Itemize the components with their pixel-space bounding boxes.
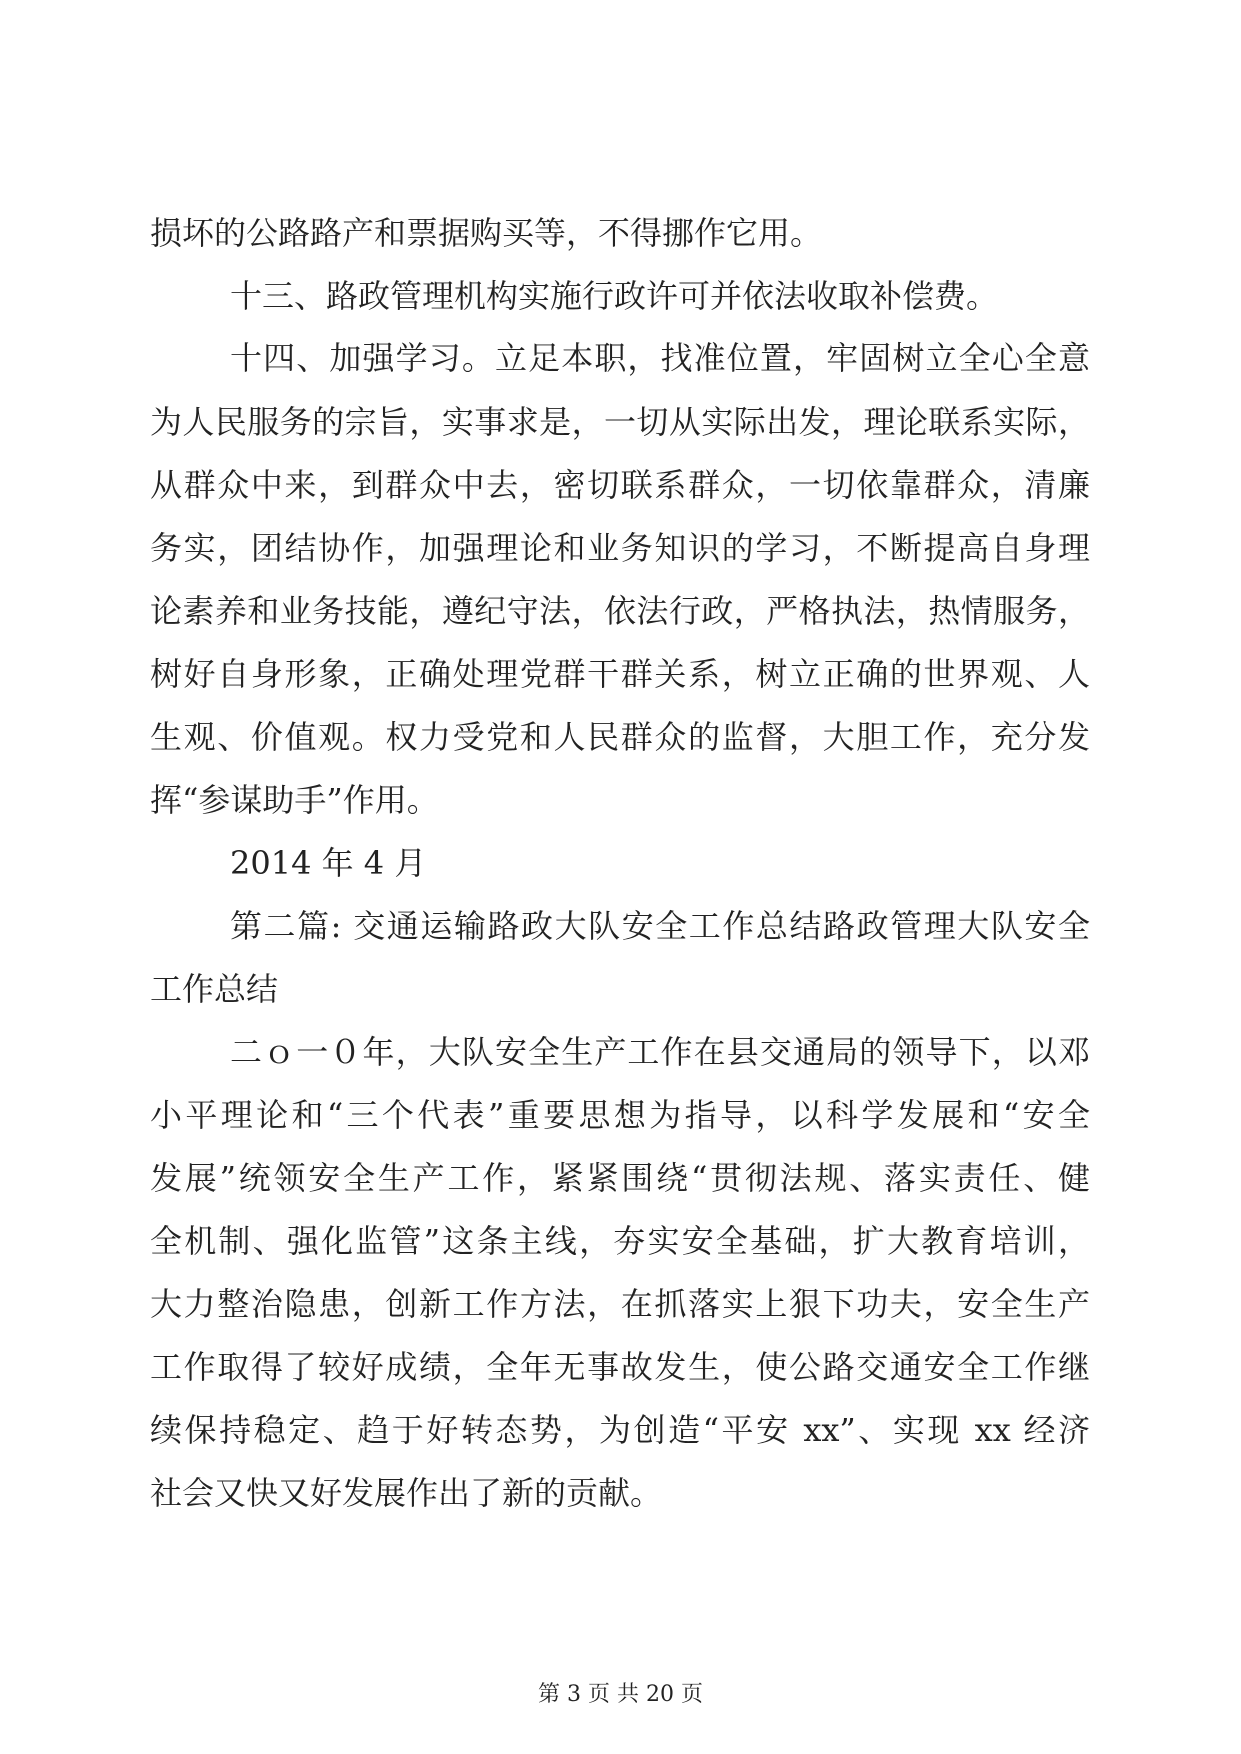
- text-line-4: 为人民服务的宗旨，实事求是，一切从实际出发，理论联系实际，: [150, 403, 1090, 441]
- section-heading-line-1: 第二篇: 交通运输路政大队安全工作总结路政管理大队安全: [230, 907, 1090, 945]
- text-line-17: 全机制、强化监管”这条主线，夯实安全基础，扩大教育培训，: [150, 1222, 1090, 1260]
- text-line-3: 十四、加强学习。立足本职，找准位置，牢固树立全心全意: [230, 339, 1090, 377]
- text-line-10: 挥“参谋助手”作用。: [150, 781, 439, 819]
- date-line: 2014 年 4 月: [230, 844, 427, 882]
- text-line-18: 大力整治隐患，创新工作方法，在抓落实上狠下功夫，安全生产: [150, 1285, 1090, 1323]
- text-line-5: 从群众中来，到群众中去，密切联系群众，一切依靠群众，清廉: [150, 466, 1090, 504]
- text-line-6: 务实，团结协作，加强理论和业务知识的学习，不断提高自身理: [150, 529, 1090, 567]
- text-line-9: 生观、价值观。权力受党和人民群众的监督，大胆工作，充分发: [150, 718, 1090, 756]
- text-line-7: 论素养和业务技能，遵纪守法，依法行政，严格执法，热情服务，: [150, 592, 1090, 630]
- text-line-21: 社会又快又好发展作出了新的贡献。: [150, 1474, 663, 1512]
- page-number-footer: 第 3 页 共 20 页: [538, 1682, 703, 1707]
- text-line-14: 二ｏ一０年，大队安全生产工作在县交通局的领导下，以邓: [230, 1033, 1090, 1071]
- text-line-1: 损坏的公路路产和票据购买等，不得挪作它用。: [150, 214, 823, 252]
- text-line-8: 树好自身形象，正确处理党群干群关系，树立正确的世界观、人: [150, 655, 1090, 693]
- text-line-20: 续保持稳定、趋于好转态势，为创造“平安 xx”、实现 xx 经济: [150, 1411, 1090, 1449]
- text-line-16: 发展”统领安全生产工作，紧紧围绕“贯彻法规、落实责任、健: [150, 1159, 1090, 1197]
- text-line-2: 十三、路政管理机构实施行政许可并依法收取补偿费。: [230, 277, 999, 315]
- text-line-19: 工作取得了较好成绩，全年无事故发生，使公路交通安全工作继: [150, 1348, 1090, 1386]
- text-line-15: 小平理论和“三个代表”重要思想为指导，以科学发展和“安全: [150, 1096, 1090, 1134]
- section-heading-line-2: 工作总结: [150, 970, 279, 1008]
